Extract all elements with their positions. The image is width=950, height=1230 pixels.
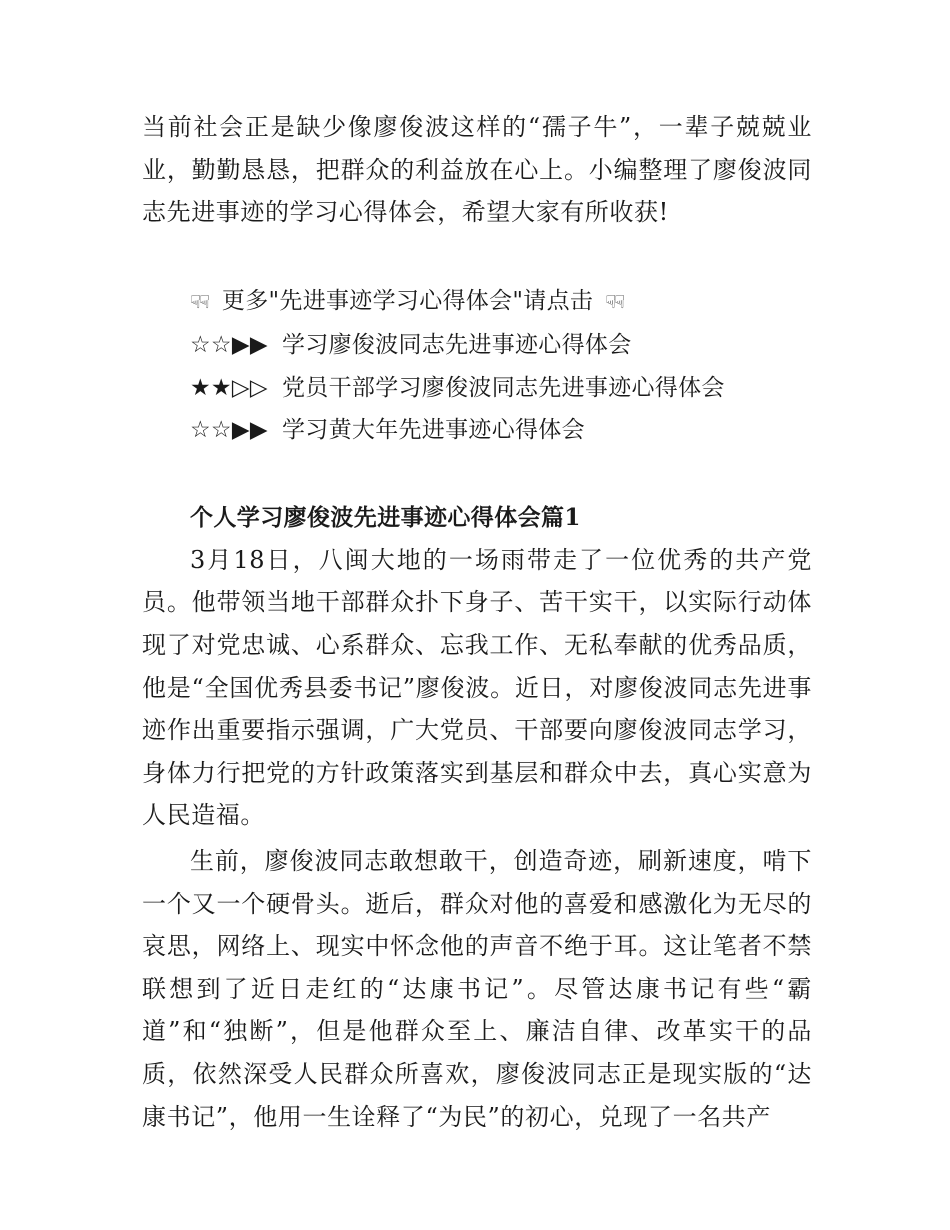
body-paragraph: 3月18日，八闽大地的一场雨带走了一位优秀的共产党员。他带领当地干部群众扑下身子、苦干实干，以实际行动体现了对党忠诚、心系群众、忘我工作、无私奉献的优秀品质，他是“全国优秀县委书记”廖俊波。近日，对廖俊波同志先进事迹作出重要指示强调，广大党员、干部要向廖俊波同志学习，身体力行把党的方针政策落实到基层和群众中去，真心实意为人民造福。 [142, 545, 812, 830]
related-link-item[interactable] [190, 367, 812, 410]
related-links [190, 280, 812, 452]
pointing-down-icon: ☟☟ [605, 291, 624, 313]
related-link-text: 学习黄大年先进事迹心得体会 [282, 417, 585, 444]
related-link-text: 学习廖俊波同志先进事迹心得体会 [282, 332, 632, 359]
related-link-item[interactable] [190, 409, 812, 452]
intro-paragraph: 当前社会正是缺少像廖俊波这样的“孺子牛”，一辈子兢兢业业，勤勤恳恳，把群众的利益放在心上。小编整理了廖俊波同志先进事迹的学习心得体会，希望大家有所收获! [142, 113, 812, 227]
body-paragraph: 生前，廖俊波同志敢想敢干，创造奇迹，刷新速度，啃下一个又一个硬骨头。逝后，群众对他的喜爱和感激化为无尽的哀思，网络上、现实中怀念他的声音不绝于耳。这让笔者不禁联想到了近日走红的“达康书记”。尽管达康书记有些“霸道”和“独断”，但是他群众至上、廉洁自律、改革实干的品质，依然深受人民群众所喜欢，廖俊波同志正是现实版的“达康书记”，他用一生诠释了“为民”的初心，兑现了一名共产 [142, 846, 812, 1131]
document-page [142, 106, 812, 1138]
related-link-text: 党员干部学习廖俊波同志先进事迹心得体会 [282, 374, 725, 401]
section-title: 个人学习廖俊波先进事迹心得体会篇1 [190, 503, 581, 531]
star-arrow-icon: ☆☆▶▶ [190, 417, 268, 444]
more-link-hint[interactable] [190, 280, 812, 325]
more-link-text: 更多"先进事迹学习心得体会"请点击 [221, 287, 594, 314]
star-arrow-icon: ☆☆▶▶ [190, 332, 268, 359]
pointing-down-icon: ☟☟ [190, 291, 208, 313]
star-arrow-icon: ★★▷▷ [190, 374, 268, 401]
related-link-item[interactable] [190, 324, 812, 367]
